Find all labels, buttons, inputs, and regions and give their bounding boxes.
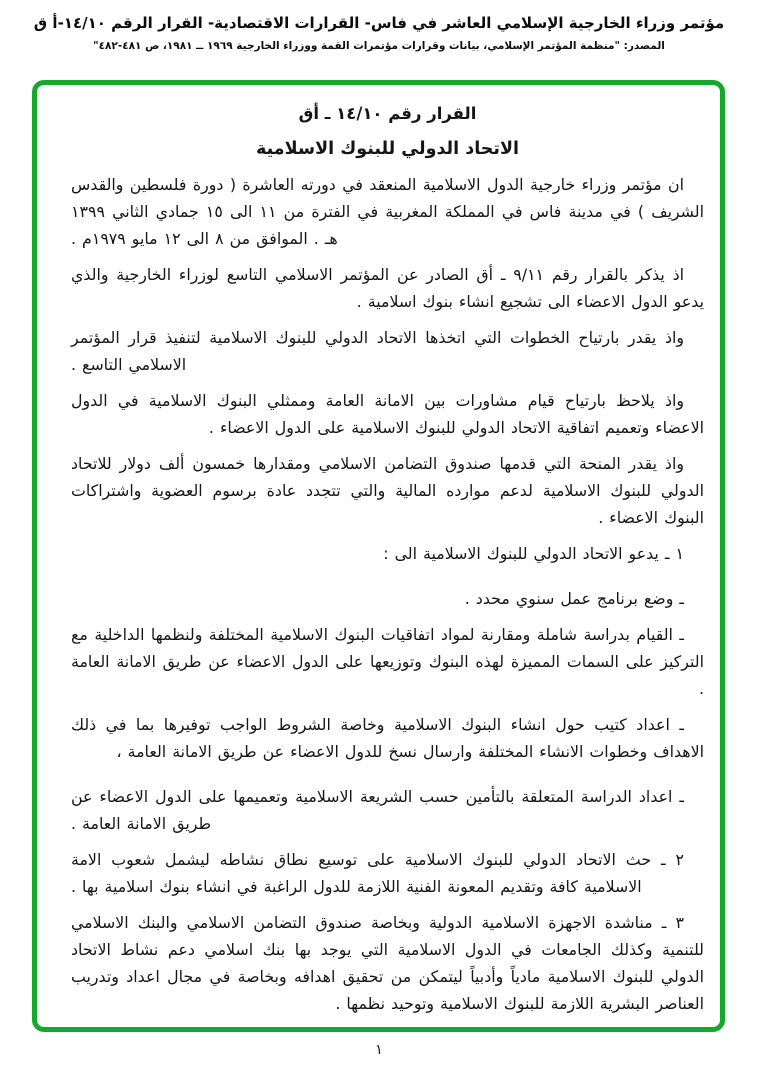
paragraph: ـ وضع برنامج عمل سنوي محدد . (464, 589, 684, 608)
paragraph: ـ اعداد الدراسة المتعلقة بالتأمين حسب الشريعة الاسلامية وتعميمها على الدول الاعضاء عن طريق الامانة العامة . (71, 787, 684, 833)
document-body (71, 171, 704, 1032)
page-number: ١ (375, 1042, 383, 1058)
decision-subject-title: الاتحاد الدولي للبنوك الاسلامية (255, 139, 519, 159)
paragraph: اذ يذكر بالقرار رقم ٩/١١ ـ أق الصادر عن المؤتمر الاسلامي التاسع لوزراء الخارجية والذي يدعو الدول الاعضاء الى تشجيع انشاء بنوك اسلامية . (71, 265, 704, 311)
paragraph: ١ ـ يدعو الاتحاد الدولي للبنوك الاسلامية الى : (383, 544, 684, 563)
header-source-line: المصدر: "منظمة المؤتمر الإسلامي، بيانات وقرارات مؤتمرات القمة ووزراء الخارجية ١٩٦٩ ــ ١٩٨١، ص ٤٨١-٤٨٢" (93, 39, 665, 52)
paragraph: واذ يقدر بارتياح الخطوات التي اتخذها الاتحاد الدولي للبنوك الاسلامية لتنفيذ قرار المؤتمر الاسلامي التاسع . (71, 328, 684, 374)
paragraph: ٢ ـ حث الاتحاد الدولي للبنوك الاسلامية على توسيع نطاق نشاطه ليشمل شعوب الامة الاسلامية كافة وتقديم المعونة الفنية اللازمة للدول الراغبة في انشاء بنوك اسلامية بها . (71, 850, 684, 896)
paragraph (71, 1026, 704, 1032)
decision-frame (32, 80, 725, 1032)
decision-number-title: القرار رقم ١٤/١٠ ـ أق (298, 104, 477, 123)
paragraph: ان مؤتمر وزراء خارجية الدول الاسلامية المنعقد في دورته العاشرة ( دورة فلسطين والقدس الشريف ) في مدينة فاس في المملكة المغربية في الفترة من ١١ الى ١٥ جمادي الثاني ١٣٩٩ هـ . الموافق من ٨ الى ١٢ مايو ١٩٧٩م . (71, 175, 704, 248)
paragraph: واذ يقدر المنحة التي قدمها صندوق التضامن الاسلامي ومقدارها خمسون ألف دولار للاتحاد الدولي للبنوك الاسلامية لدعم موارده المالية والتي تتجدد عادة برسوم العضوية واشتراكات البنوك الاعضاء . (71, 454, 704, 527)
page-header (0, 12, 758, 52)
paragraph: واذ يلاحظ بارتياح قيام مشاورات بين الامانة العامة وممثلي البنوك الاسلامية في الدول الاعضاء وتعميم اتفاقية الاتحاد الدولي للبنوك الاسلامية على الدول الاعضاء . (71, 391, 704, 437)
paragraph: ـ القيام بدراسة شاملة ومقارنة لمواد اتفاقيات البنوك الاسلامية المختلفة ولنظمها الداخلية مع التركيز على السمات المميزة لهذه البنوك وتوزيعها على الدول الاعضاء عن طريق الامانة العامة . (71, 625, 704, 698)
paragraph: ـ اعداد كتيب حول انشاء البنوك الاسلامية وخاصة الشروط الواجب توفيرها بما في ذلك الاهداف وخطوات الانشاء المختلفة وارسال نسخ للدول الاعضاء عن طريق الامانة العامة ، (71, 715, 704, 761)
paragraph: ٣ ـ مناشدة الاجهزة الاسلامية الدولية وبخاصة صندوق التضامن الاسلامي والبنك الاسلامي للتنمية وكذلك الجامعات في الدول الاسلامية التي يوجد بها بنك اسلامي دعم نشاط الاتحاد الدولي للبنوك الاسلامية مادياً وأدبياً ليتمكن من تحقيق اهدافه وبخاصة في مجال اعداد وتدريب العناصر البشرية اللازمة للبنوك الاسلامية وتوحيد نظمها . (71, 913, 704, 1013)
header-conference-line: مؤتمر وزراء الخارجية الإسلامي العاشر في فاس- القرارات الاقتصادية- القرار الرقم ١٤/١٠-أ ق (33, 14, 725, 32)
